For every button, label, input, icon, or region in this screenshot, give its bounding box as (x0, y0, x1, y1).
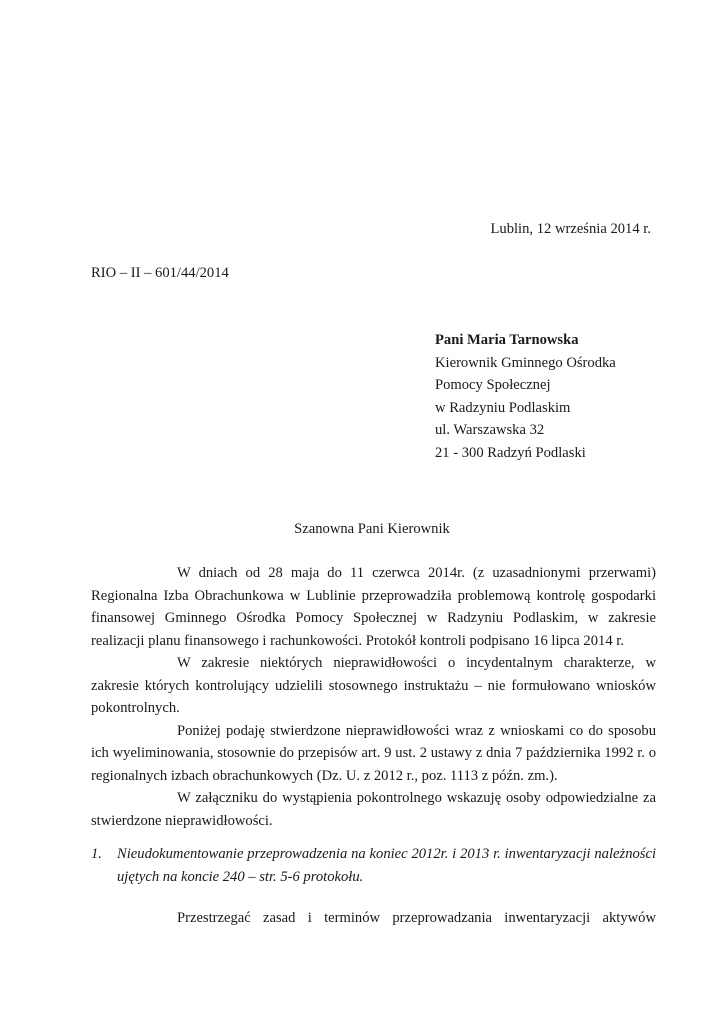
recipient-name: Pani Maria Tarnowska (435, 332, 579, 348)
finding-text: Nieudokumentowanie przeprowadzenia na koniec 2012r. i 2013 r. inwentaryzacji należności ujętych na koncie 240 – str. 5-6 protokołu. (117, 846, 656, 885)
body-paragraph: W załączniku do wystąpienia pokontrolnego wskazuję osoby odpowiedzialne za stwierdzone nieprawidłowości. (91, 790, 656, 829)
letter-body (91, 562, 656, 832)
body-paragraph: W zakresie niektórych nieprawidłowości o incydentalnym charakterze, w zakresie których kontrolujący udzielili stosownego instruktażu – nie formułowano wniosków pokontrolnych. (91, 655, 656, 716)
salutation: Szanowna Pani Kierownik (294, 521, 450, 537)
finding-item (91, 843, 656, 888)
reference-number: RIO – II – 601/44/2014 (91, 265, 229, 281)
finding-number: 1. (91, 846, 102, 862)
recommendation-text: Przestrzegać zasad i terminów przeprowadzania inwentaryzacji aktywów (177, 910, 656, 926)
body-paragraph: Poniżej podaję stwierdzone nieprawidłowości wraz z wnioskami co do sposobu ich wyeliminowania, stosownie do przepisów art. 9 ust. 2 ustawy z dnia 7 października 1992 r. o regionalnych izbach obrachunkowych (Dz. U. z 2012 r., poz. 1113 z późn. zm.). (91, 722, 656, 784)
body-paragraph: W dniach od 28 maja do 11 czerwca 2014r. (z uzasadnionymi przerwami) Regionalna Izba Obrachunkowa w Lublinie przeprowadziła problemową kontrolę gospodarki finansowej Gminnego Ośrodka Pomocy Społecznej w Radzyniu Podlaskim, w zakresie realizacji planu finansowego i rachunkowości. Protokół kontroli podpisano 16 lipca 2014 r. (91, 565, 656, 649)
recipient-address (435, 329, 616, 464)
letter-date: Lublin, 12 września 2014 r. (490, 221, 651, 237)
recipient-institution: Pomocy Społecznej (435, 377, 551, 393)
recipient-city: 21 - 300 Radzyń Podlaski (435, 444, 586, 461)
recipient-location: w Radzyniu Podlaskim (435, 399, 571, 416)
recipient-title: Kierownik Gminnego Ośrodka (435, 354, 616, 371)
recommendation (91, 907, 656, 930)
recipient-street: ul. Warszawska 32 (435, 422, 545, 438)
